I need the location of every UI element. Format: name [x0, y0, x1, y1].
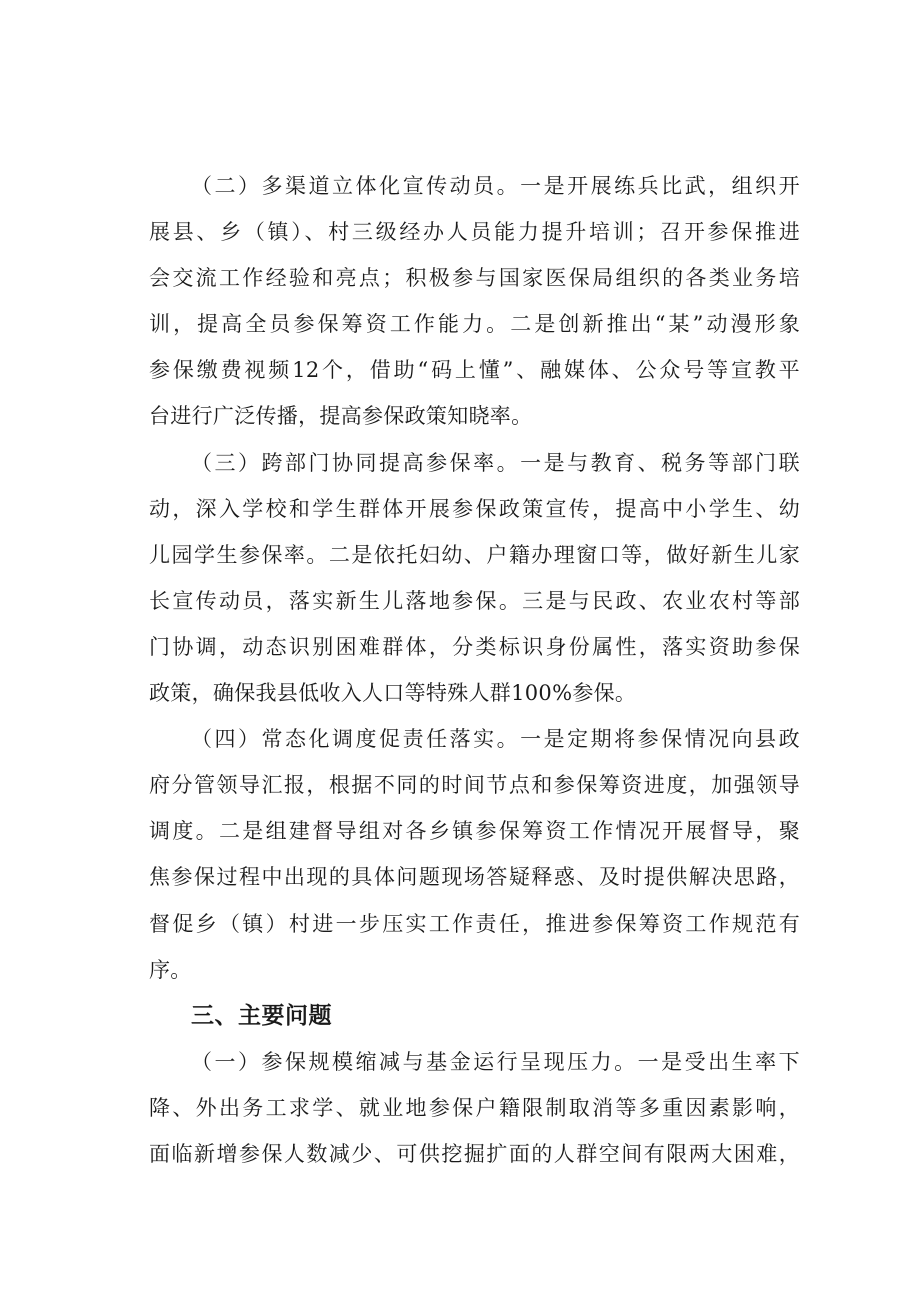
text-line: 台进行广泛传播，提高参保政策知晓率。: [149, 404, 533, 429]
text-line: 训，提高全员参保筹资工作能力。二是创新推出“某”动漫形象: [149, 312, 800, 337]
text-line: （三）跨部门协同提高参保率。一是与教育、税务等部门联: [191, 450, 800, 475]
text-line: 府分管领导汇报，根据不同的时间节点和参保筹资进度，加强领导: [149, 773, 800, 798]
text-line: 面临新增参保人数减少、可供挖掘扩面的人群空间有限两大困难，: [149, 1141, 800, 1166]
text-line: 参保缴费视频12个，借助“码上懂”、融媒体、公众号等宣教平: [149, 358, 800, 383]
text-line: 会交流工作经验和亮点；积极参与国家医保局组织的各类业务培: [149, 266, 800, 291]
paragraph-cross-department: [149, 440, 800, 717]
text-line: 展县、乡（镇）、村三级经办人员能力提升培训；召开参保推进: [149, 220, 800, 245]
text-line: 动，深入学校和学生群体开展参保政策宣传，提高中小学生、幼: [149, 496, 800, 521]
section-heading: 三、主要问题: [191, 1002, 332, 1029]
text-line: 儿园学生参保率。二是依托妇幼、户籍办理窗口等，做好新生儿家: [149, 542, 800, 567]
text-line: 焦参保过程中出现的具体问题现场答疑释惑、及时提供解决思路，: [149, 865, 800, 890]
paragraph-publicity: [149, 163, 800, 440]
document-body: [149, 163, 800, 1177]
paragraph-scheduling: [149, 716, 800, 993]
text-line: 政策，确保我县低收入人口等特殊人群100%参保。: [149, 681, 637, 706]
text-line: 调度。二是组建督导组对各乡镇参保筹资工作情况开展督导，聚: [149, 819, 800, 844]
text-line: 门协调，动态识别困难群体，分类标识身份属性，落实资助参保: [149, 634, 800, 659]
text-line: 督促乡（镇）村进一步压实工作责任，推进参保筹资工作规范有: [149, 911, 800, 936]
text-line: 长宣传动员，落实新生儿落地参保。三是与民政、农业农村等部: [149, 588, 800, 613]
text-line: （一）参保规模缩减与基金运行呈现压力。一是受出生率下: [191, 1049, 800, 1074]
paragraph-main-problems: [149, 1039, 800, 1177]
text-line: （四）常态化调度促责任落实。一是定期将参保情况向县政: [191, 727, 800, 752]
text-line: 序。: [149, 957, 192, 982]
text-line: （二）多渠道立体化宣传动员。一是开展练兵比武，组织开: [191, 174, 800, 198]
text-line: 降、外出务工求学、就业地参保户籍限制取消等多重因素影响，: [149, 1095, 800, 1120]
